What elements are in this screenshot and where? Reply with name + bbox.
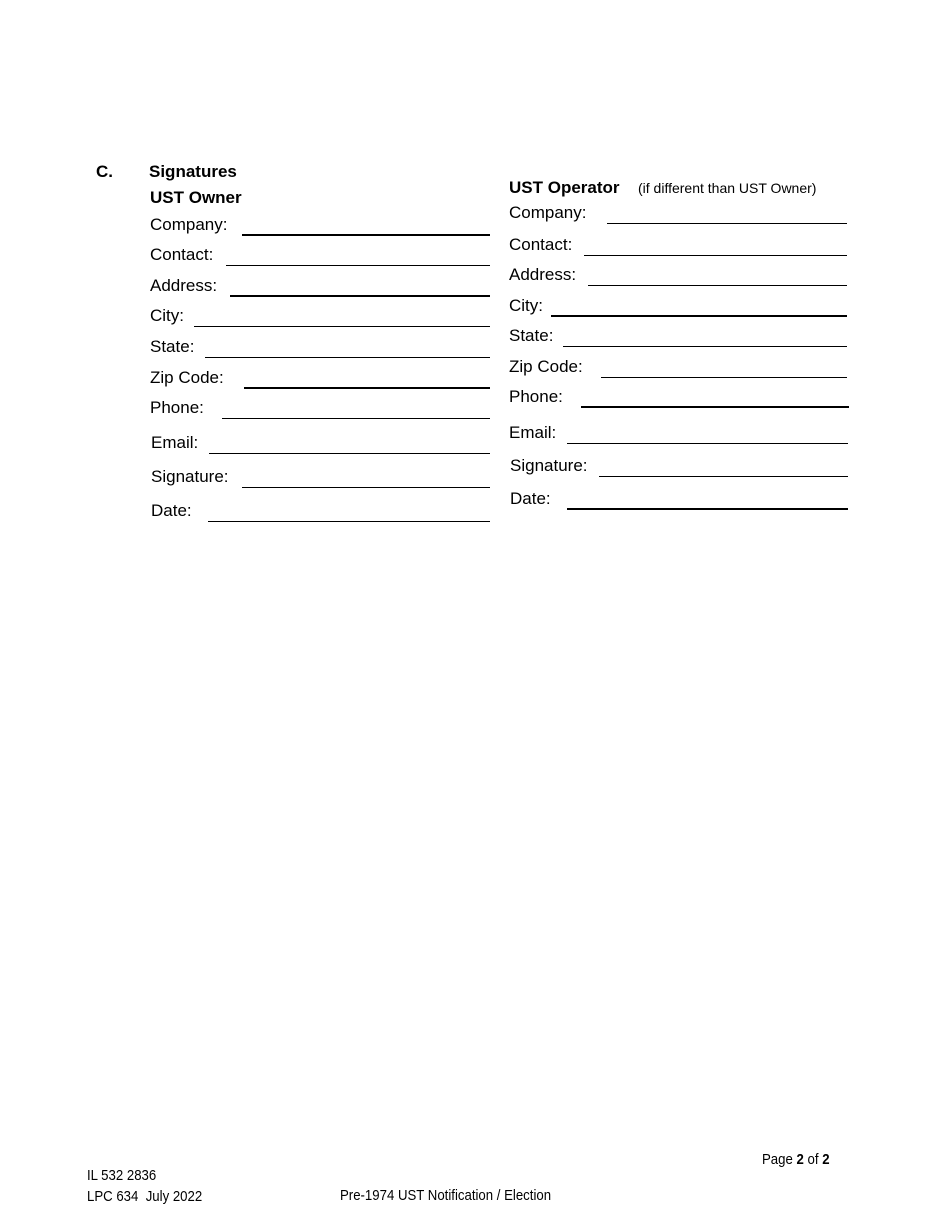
owner-zip-code-label: Zip Code: [150,368,224,387]
owner-address-label: Address: [150,276,218,295]
owner-date-input-line[interactable] [208,521,490,522]
owner-contact-row [150,244,490,266]
page-number [762,1151,830,1168]
operator-address-label: Address: [509,265,577,284]
operator-contact-label: Contact: [509,235,573,254]
operator-city-row [509,295,847,317]
page-total: 2 [822,1151,830,1168]
operator-address-row [509,264,847,286]
owner-address-row [150,275,490,297]
owner-state-label: State: [150,337,195,356]
operator-company-input-line[interactable] [607,223,847,224]
section-title: Signatures [149,162,237,181]
operator-company-label: Company: [509,203,587,222]
owner-email-row [151,432,490,454]
operator-email-label: Email: [509,423,557,442]
operator-date-row [510,488,848,510]
operator-address-input-line[interactable] [588,285,847,286]
form-code: LPC 634 July 2022 [87,1188,203,1205]
owner-contact-label: Contact: [150,245,214,264]
form-title: Pre-1974 UST Notification / Election [340,1187,552,1204]
owner-zip-code-row [150,367,490,389]
owner-signature-label: Signature: [151,467,229,486]
operator-email-input-line[interactable] [567,443,848,444]
owner-signature-input-line[interactable] [242,487,490,488]
owner-phone-input-line[interactable] [222,418,490,419]
operator-contact-row [509,234,847,256]
page-current: 2 [796,1151,804,1168]
section-letter: C. [96,162,113,181]
owner-heading: UST Owner [150,188,242,207]
owner-contact-input-line[interactable] [226,265,490,266]
operator-signature-row [510,455,848,477]
operator-phone-row [509,386,849,408]
page-of: of [807,1151,819,1168]
operator-note: (if different than UST Owner) [638,180,817,196]
operator-zip-code-input-line[interactable] [601,377,847,378]
owner-phone-row [150,397,490,419]
operator-phone-label: Phone: [509,387,563,406]
operator-date-label: Date: [510,489,551,508]
operator-signature-label: Signature: [510,456,588,475]
operator-city-label: City: [509,296,543,315]
owner-city-label: City: [150,306,184,325]
operator-zip-code-label: Zip Code: [509,357,583,376]
operator-state-label: State: [509,326,554,345]
operator-heading: UST Operator [509,178,620,197]
operator-city-input-line[interactable] [551,315,847,317]
operator-zip-code-row [509,356,847,378]
operator-phone-input-line[interactable] [581,406,849,408]
owner-city-row [150,305,490,327]
operator-email-row [509,422,848,444]
owner-phone-label: Phone: [150,398,204,417]
owner-state-input-line[interactable] [205,357,490,358]
page-prefix: Page [762,1151,793,1168]
owner-date-row [151,500,490,522]
form-id: IL 532 2836 [87,1167,157,1184]
owner-company-row [150,214,490,236]
owner-email-input-line[interactable] [209,453,490,454]
operator-signature-input-line[interactable] [599,476,848,477]
operator-date-input-line[interactable] [567,508,848,510]
operator-state-input-line[interactable] [563,346,847,347]
owner-city-input-line[interactable] [194,326,490,327]
owner-email-label: Email: [151,433,199,452]
operator-contact-input-line[interactable] [584,255,847,256]
operator-company-row [509,202,847,224]
owner-state-row [150,336,490,358]
owner-signature-row [151,466,490,488]
owner-company-label: Company: [150,215,228,234]
owner-company-input-line[interactable] [242,234,490,236]
operator-state-row [509,325,847,347]
owner-zip-code-input-line[interactable] [244,387,490,389]
owner-address-input-line[interactable] [230,295,490,297]
owner-date-label: Date: [151,501,192,520]
